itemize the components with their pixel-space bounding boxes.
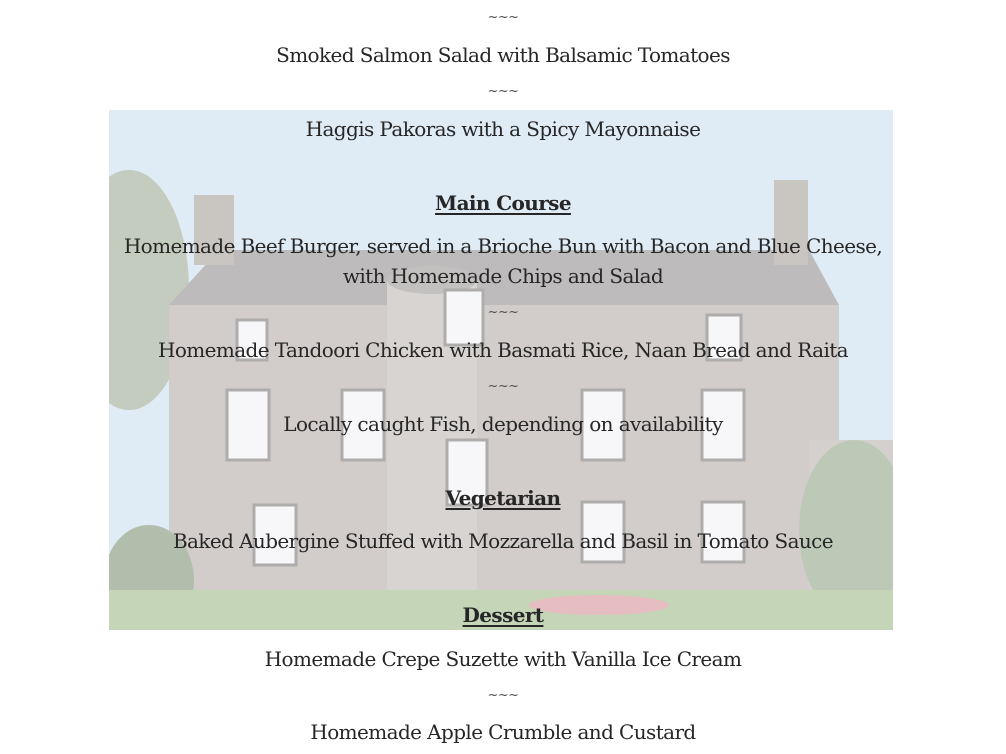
menu-item: Smoked Salmon Salad with Balsamic Tomatoes — [276, 43, 730, 67]
section-heading-vegetarian: Vegetarian — [445, 486, 561, 510]
menu-item: Haggis Pakoras with a Spicy Mayonnaise — [305, 117, 701, 141]
menu-item: Baked Aubergine Stuffed with Mozzarella and Basil in Tomato Sauce — [172, 529, 834, 553]
separator: ~~~ — [487, 84, 519, 99]
menu-item: Homemade Crepe Suzette with Vanilla Ice Cream — [264, 647, 742, 671]
menu-item: Homemade Tandoori Chicken with Basmati Rice, Naan Bread and Raita — [157, 338, 849, 362]
separator: ~~~ — [487, 305, 519, 320]
separator: ~~~ — [487, 10, 519, 25]
separator: ~~~ — [487, 688, 519, 703]
section-heading-dessert: Dessert — [462, 603, 544, 627]
menu-item: Locally caught Fish, depending on availability — [283, 412, 723, 436]
menu-item: Homemade Apple Crumble and Custard — [310, 720, 696, 744]
menu-item: with Homemade Chips and Salad — [342, 264, 664, 288]
menu-item: Homemade Beef Burger, served in a Brioche Bun with Bacon and Blue Cheese, — [123, 234, 883, 258]
section-heading-main-course: Main Course — [435, 191, 571, 215]
separator: ~~~ — [487, 379, 519, 394]
